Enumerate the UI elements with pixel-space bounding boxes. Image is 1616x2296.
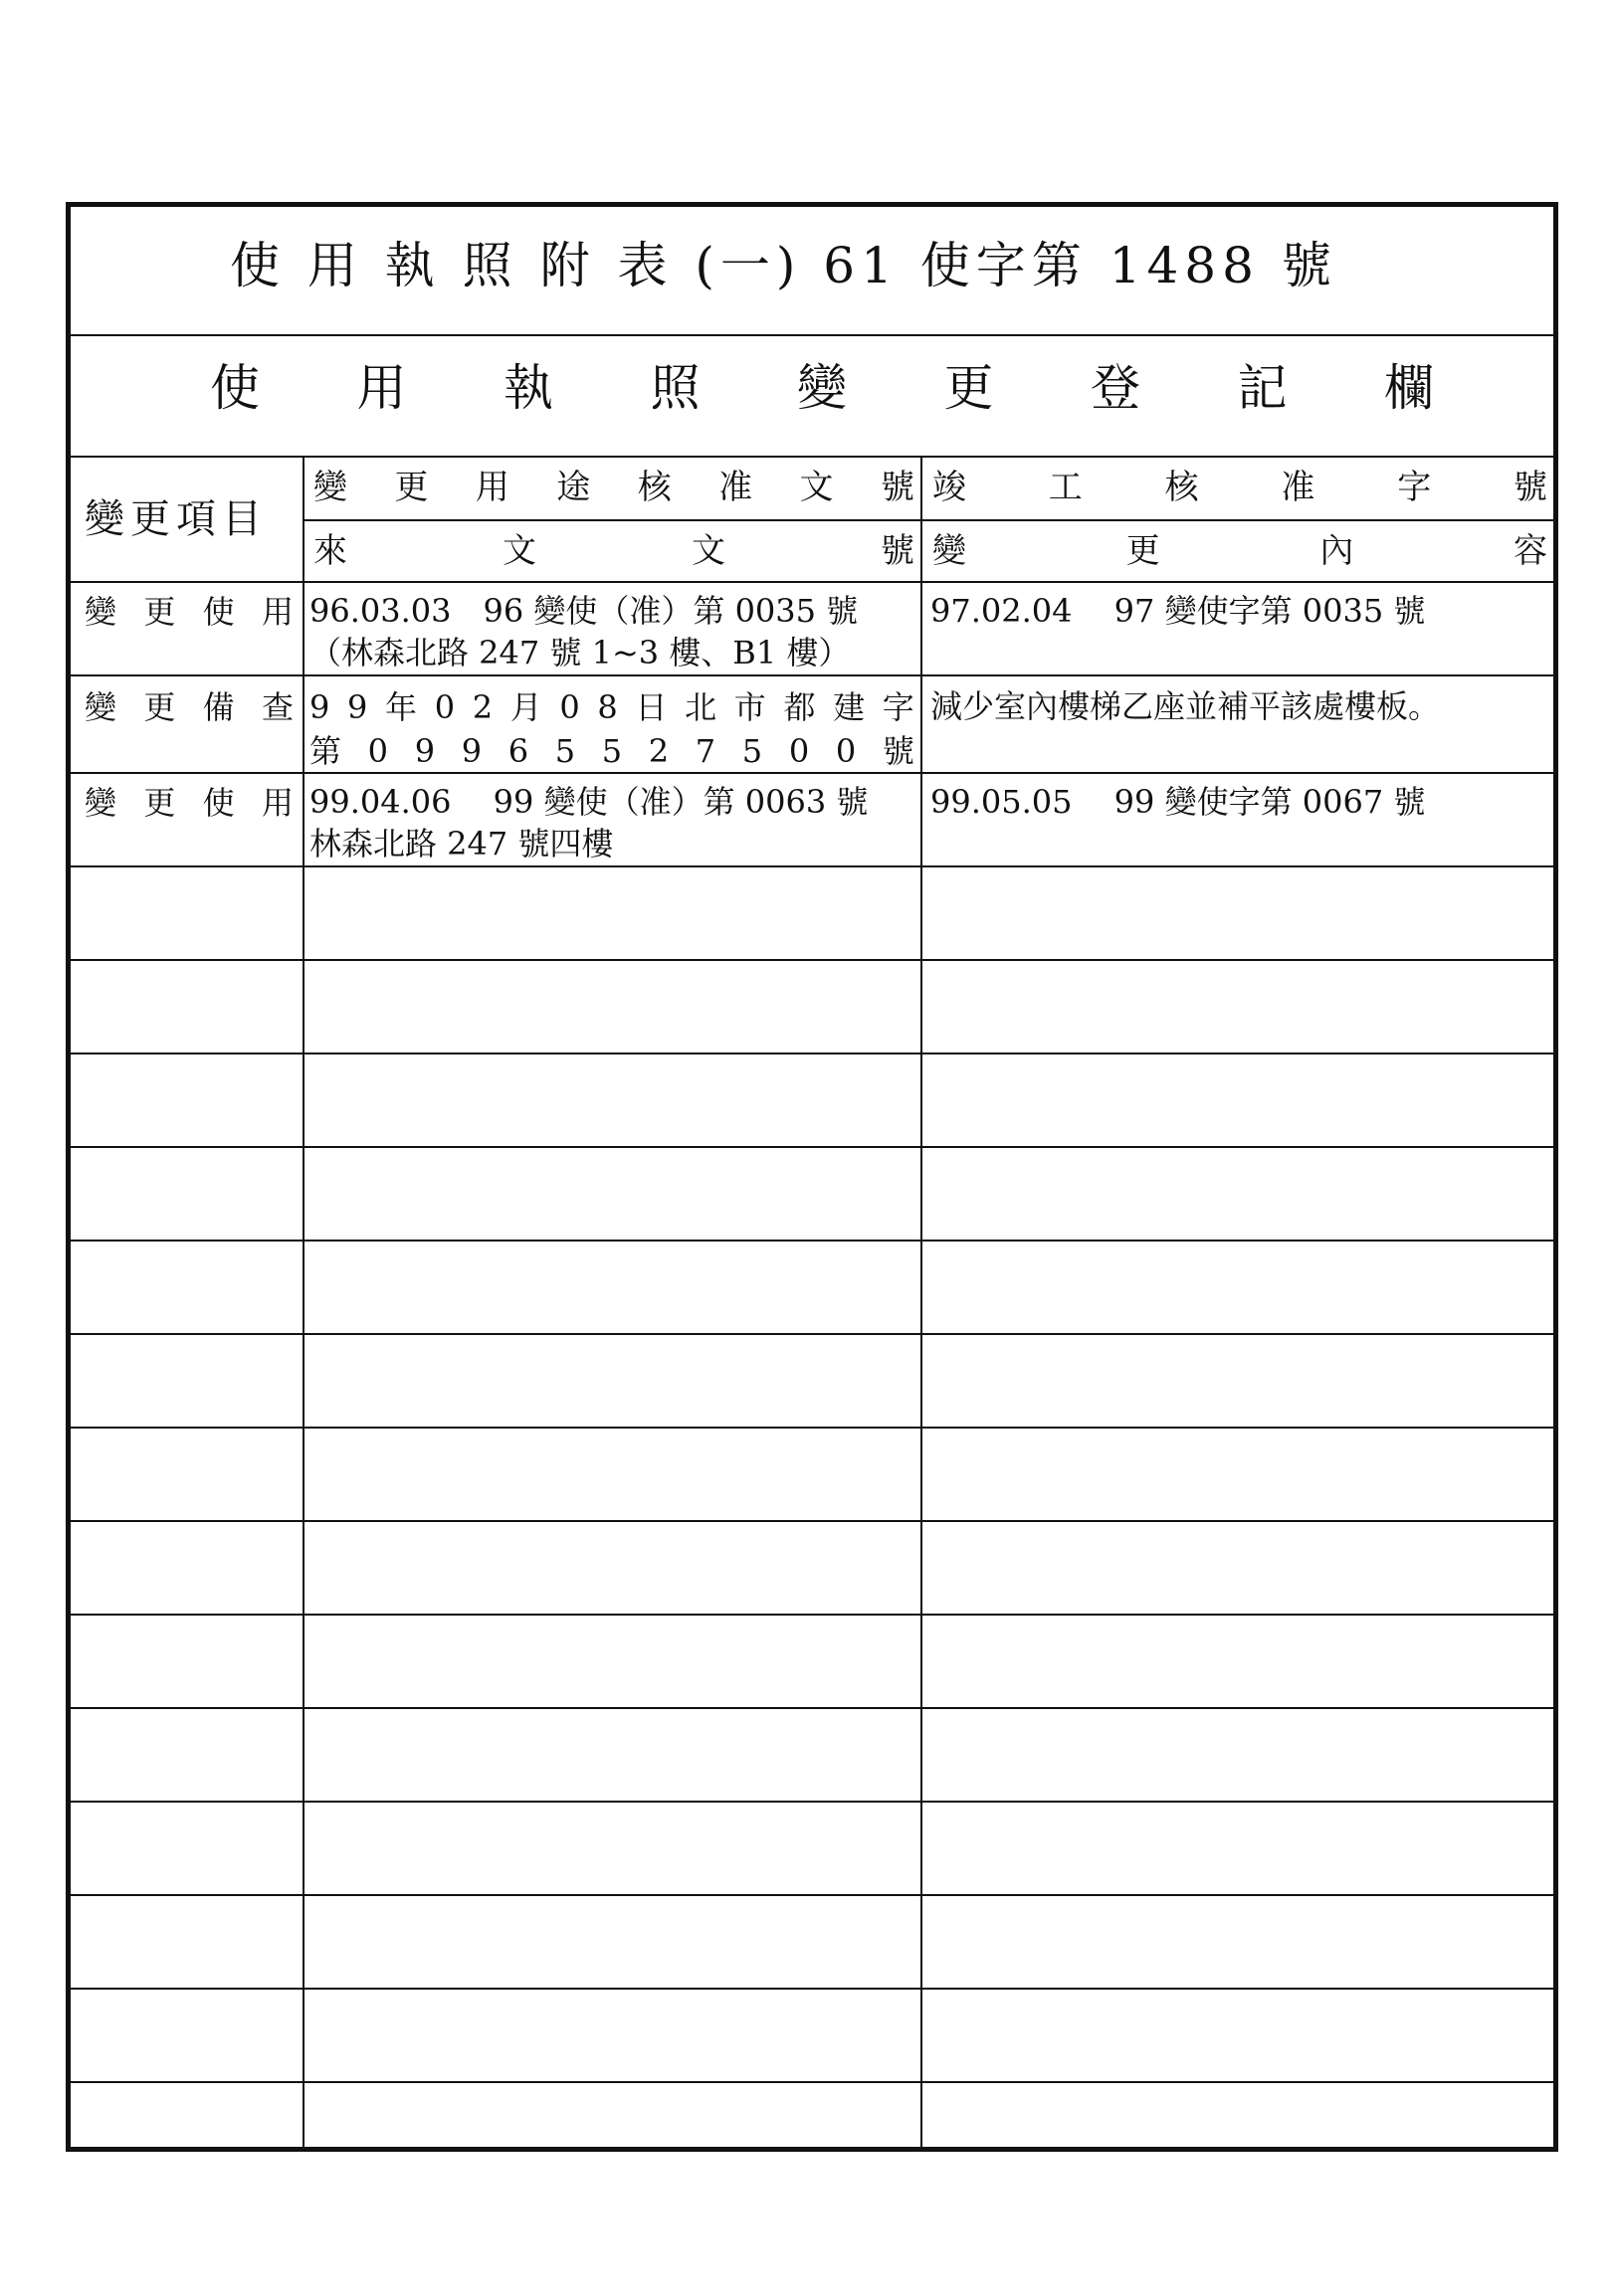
row-divider: [71, 674, 1553, 676]
license-form-sheet: [66, 202, 1558, 2152]
row-divider: [71, 1333, 1553, 1335]
row1-approval-line2: （林森北路 247 號 1~3 樓、B1 樓）: [309, 634, 851, 671]
row-divider: [71, 2081, 1553, 2083]
row1-completion: 97.02.04 97 變使字第 0035 號: [930, 592, 1426, 630]
section-divider: [71, 456, 1553, 458]
row3-approval-line1: 99.04.06 99 變使（准）第 0063 號: [309, 783, 869, 821]
header-bottom-divider: [71, 581, 1553, 583]
row-divider: [71, 1894, 1553, 1896]
section-title: 使 用 執 照 變 更 登 記 欄: [210, 359, 1434, 417]
title-divider: [71, 334, 1553, 336]
row3-approval-line2: 林森北路 247 號四樓: [309, 825, 614, 862]
header-mid-divider: [303, 519, 1553, 521]
form-title: 使 用 執 照 附 表 (一) 61 使字第 1488 號: [230, 237, 1337, 294]
header-change-content: 變 更 內 容: [932, 531, 1547, 571]
row-divider: [71, 1052, 1553, 1054]
header-incoming-doc: 來 文 文 號: [313, 531, 914, 571]
row-divider: [71, 1146, 1553, 1148]
row2-change-content: 減少室內樓梯乙座並補平該處樓板。: [930, 687, 1441, 725]
row-divider: [71, 865, 1553, 867]
row-divider: [71, 1614, 1553, 1616]
row2-approval-line1: 9 9 年 0 2 月 0 8 日 北 市 都 建 字: [309, 688, 914, 726]
row-divider: [71, 1707, 1553, 1709]
row1-approval-line1: 96.03.03 96 變使（准）第 0035 號: [309, 592, 859, 630]
row-divider: [71, 1427, 1553, 1429]
header-item: 變更項目: [85, 496, 268, 542]
row-divider: [71, 1240, 1553, 1242]
col-divider-2: [920, 456, 922, 2147]
row3-completion: 99.05.05 99 變使字第 0067 號: [930, 783, 1426, 821]
row2-item: 變 更 備 查: [85, 688, 294, 726]
row-divider: [71, 1520, 1553, 1522]
row3-item: 變 更 使 用: [85, 784, 294, 822]
col-divider-1: [303, 456, 304, 2147]
header-completion-no: 竣 工 核 准 字 號: [932, 468, 1547, 507]
row-divider: [71, 1988, 1553, 1990]
row-divider: [71, 959, 1553, 961]
row-divider: [71, 772, 1553, 774]
row1-item: 變 更 使 用: [85, 593, 294, 631]
header-approval-doc: 變 更 用 途 核 准 文 號: [313, 468, 914, 507]
row-divider: [71, 1801, 1553, 1803]
row2-approval-line2: 第 0 9 9 6 5 5 2 7 5 0 0 號: [309, 732, 914, 770]
